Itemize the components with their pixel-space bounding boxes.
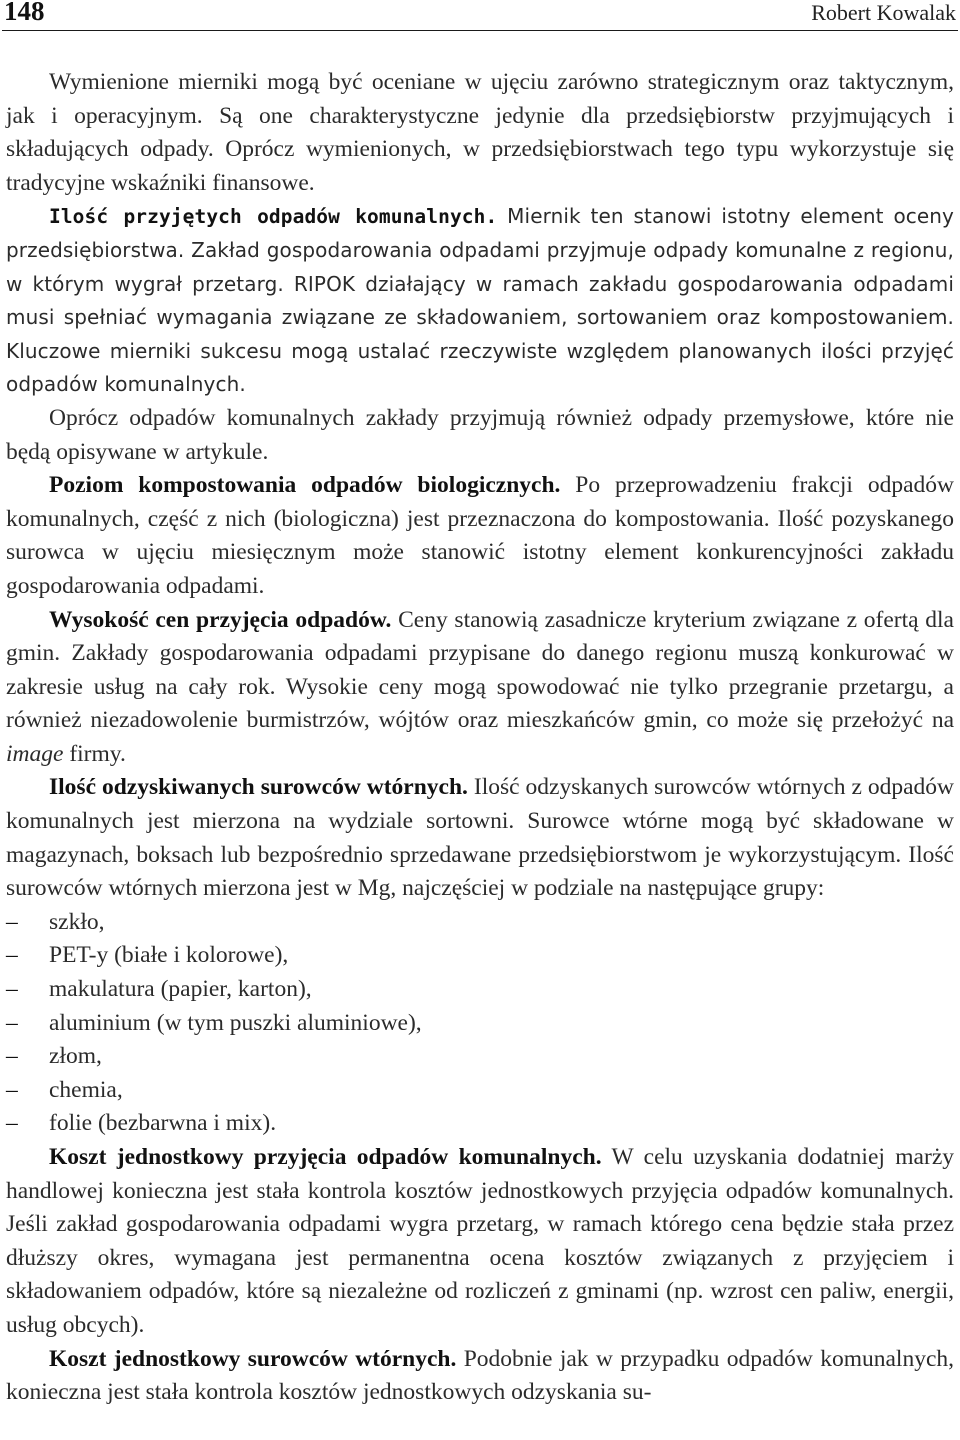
paragraph-heading: Koszt jednostkowy surowców wtórnych. (49, 1345, 457, 1372)
dash-bullet: – (6, 1043, 18, 1070)
list-item (6, 939, 954, 973)
list-item-text: chemia, (49, 1076, 123, 1103)
paragraph-heading: Ilość przyjętych odpadów komunalnych. (49, 205, 498, 229)
paragraph-text: Miernik ten stanowi istotny element oceny przedsiębiorstwa. Zakład gospodarowania odpadami przyjmuje odpady komunalne z regionu, w którym wygrał przetarg. RIPOK działający w ramach zakładu gospodarowania odpadami musi spełniać wymagania związane ze składowaniem, sortowaniem oraz kompostowaniem. Kluczowe mierniki sukcesu mogą ustalać rzeczywiste względem planowanych ilości przyjęć odpadów komunalnych. (6, 204, 954, 397)
paragraph-koszt-surowcow (6, 1343, 954, 1410)
list-item (6, 1007, 954, 1041)
dash-bullet: – (6, 1009, 18, 1036)
list-item-text: PET-y (białe i kolorowe), (49, 942, 289, 969)
paragraph-heading: Wysokość cen przyjęcia odpadów. (49, 606, 392, 633)
dash-bullet: – (6, 976, 18, 1003)
paragraph-oprocz: Oprócz odpadów komunalnych zakłady przyjmują również odpady przemysłowe, które nie będą opisywane w artykule. (6, 404, 954, 465)
dash-bullet: – (6, 942, 18, 969)
list-item-text: folie (bezbarwna i mix). (49, 1110, 277, 1137)
paragraph-poziom-kompostowania (6, 469, 954, 603)
paragraph-intro: Wymienione mierniki mogą być oceniane w ujęciu zarówno strategicznym oraz taktycznym, jak i operacyjnym. Są one charakterystyczne jedynie dla przedsiębiorstw przyjmujących i składujących odpady. Oprócz wymienionych, w przedsiębiorstwach tego typu wykorzystuje się tradycyjne wskaźniki finansowe. (6, 69, 954, 196)
list-item (6, 973, 954, 1007)
paragraph-text-end: firmy. (63, 740, 126, 767)
paragraph-heading: Koszt jednostkowy przyjęcia odpadów komunalnych. (49, 1144, 602, 1170)
material-groups-list (6, 906, 954, 1141)
list-item-text: złom, (49, 1043, 102, 1070)
paragraph-heading: Ilość odzyskiwanych surowców wtórnych. (49, 774, 468, 801)
paragraph-wysokosc-cen (6, 604, 954, 772)
italic-term: image (6, 740, 64, 767)
paragraph-heading: Poziom kompostowania odpadów biologicznych. (49, 472, 561, 499)
page-header (2, 0, 958, 31)
paragraph-text: Podobnie jak w przypadku odpadów komunalnych, konieczna jest stała kontrola kosztów jednostkowych odzyskania su- (6, 1345, 954, 1406)
dash-bullet: – (6, 1076, 18, 1103)
list-item (6, 1040, 954, 1074)
dash-bullet: – (6, 1110, 18, 1137)
paragraph-text: Ilość odzyskanych surowców wtórnych z odpadów komunalnych jest mierzona na wydziale sortowni. Surowce wtórne mogą być składowane w magazynach, boksach lub bezpośrednio sprzedawane przedsiębiorstwom je wykorzystującym. Ilość surowców wtórnych mierzona jest w Mg, najczęściej w podziale na następujące grupy: (6, 774, 954, 902)
list-item (6, 906, 954, 940)
paragraph-text: Ceny stanowią zasadnicze kryterium związane z ofertą dla gmin. Zakłady gospodarowania odpadami przypisane do danego regionu muszą konkurować w zakresie usług na cały rok. Wysokie ceny mogą spowodować nie tylko przegranie przetargu, a również niezadowolenie burmistrzów, wójtów oraz mieszkańców gmin, co może się przełożyć na (6, 606, 954, 734)
paragraph-ilosc-odzyskiwanych (6, 771, 954, 905)
paragraph-text: W celu uzyskania dodatniej marży handlowej konieczna jest stała kontrola kosztów jednostkowych przyjęcia odpadów komunalnych. Jeśli zakład gospodarowania odpadami wygra przetarg, w ramach którego cena będzie stała przez dłuższy okres, wymagana jest permanentna ocena kosztów związanych z przyjęciem i składowaniem odpadów, które są niezależne od rozliczeń z gminami (np. wzrost cen paliw, energii, usług obcych). (6, 1144, 954, 1338)
body-text (6, 66, 954, 1410)
list-item-text: szkło, (49, 908, 105, 935)
list-item (6, 1107, 954, 1141)
paragraph-text: Po przeprowadzeniu frakcji odpadów komunalnych, część z nich (biologiczna) jest przeznaczona do kompostowania. Ilość pozyskanego surowca w ujęciu miesięcznym może stanowić istotny element konkurencyjności zakładu gospodarowania odpadami. (6, 472, 954, 599)
list-item-text: makulatura (papier, karton), (49, 976, 312, 1003)
running-header-author: Robert Kowalak (811, 0, 956, 25)
paragraph-koszt-przyjecia (6, 1141, 954, 1343)
list-item (6, 1074, 954, 1108)
page-number: 148 (4, 0, 45, 26)
dash-bullet: – (6, 908, 18, 935)
list-item-text: aluminium (w tym puszki aluminiowe), (49, 1009, 422, 1036)
paragraph-ilosc-przyjetych (6, 200, 954, 402)
